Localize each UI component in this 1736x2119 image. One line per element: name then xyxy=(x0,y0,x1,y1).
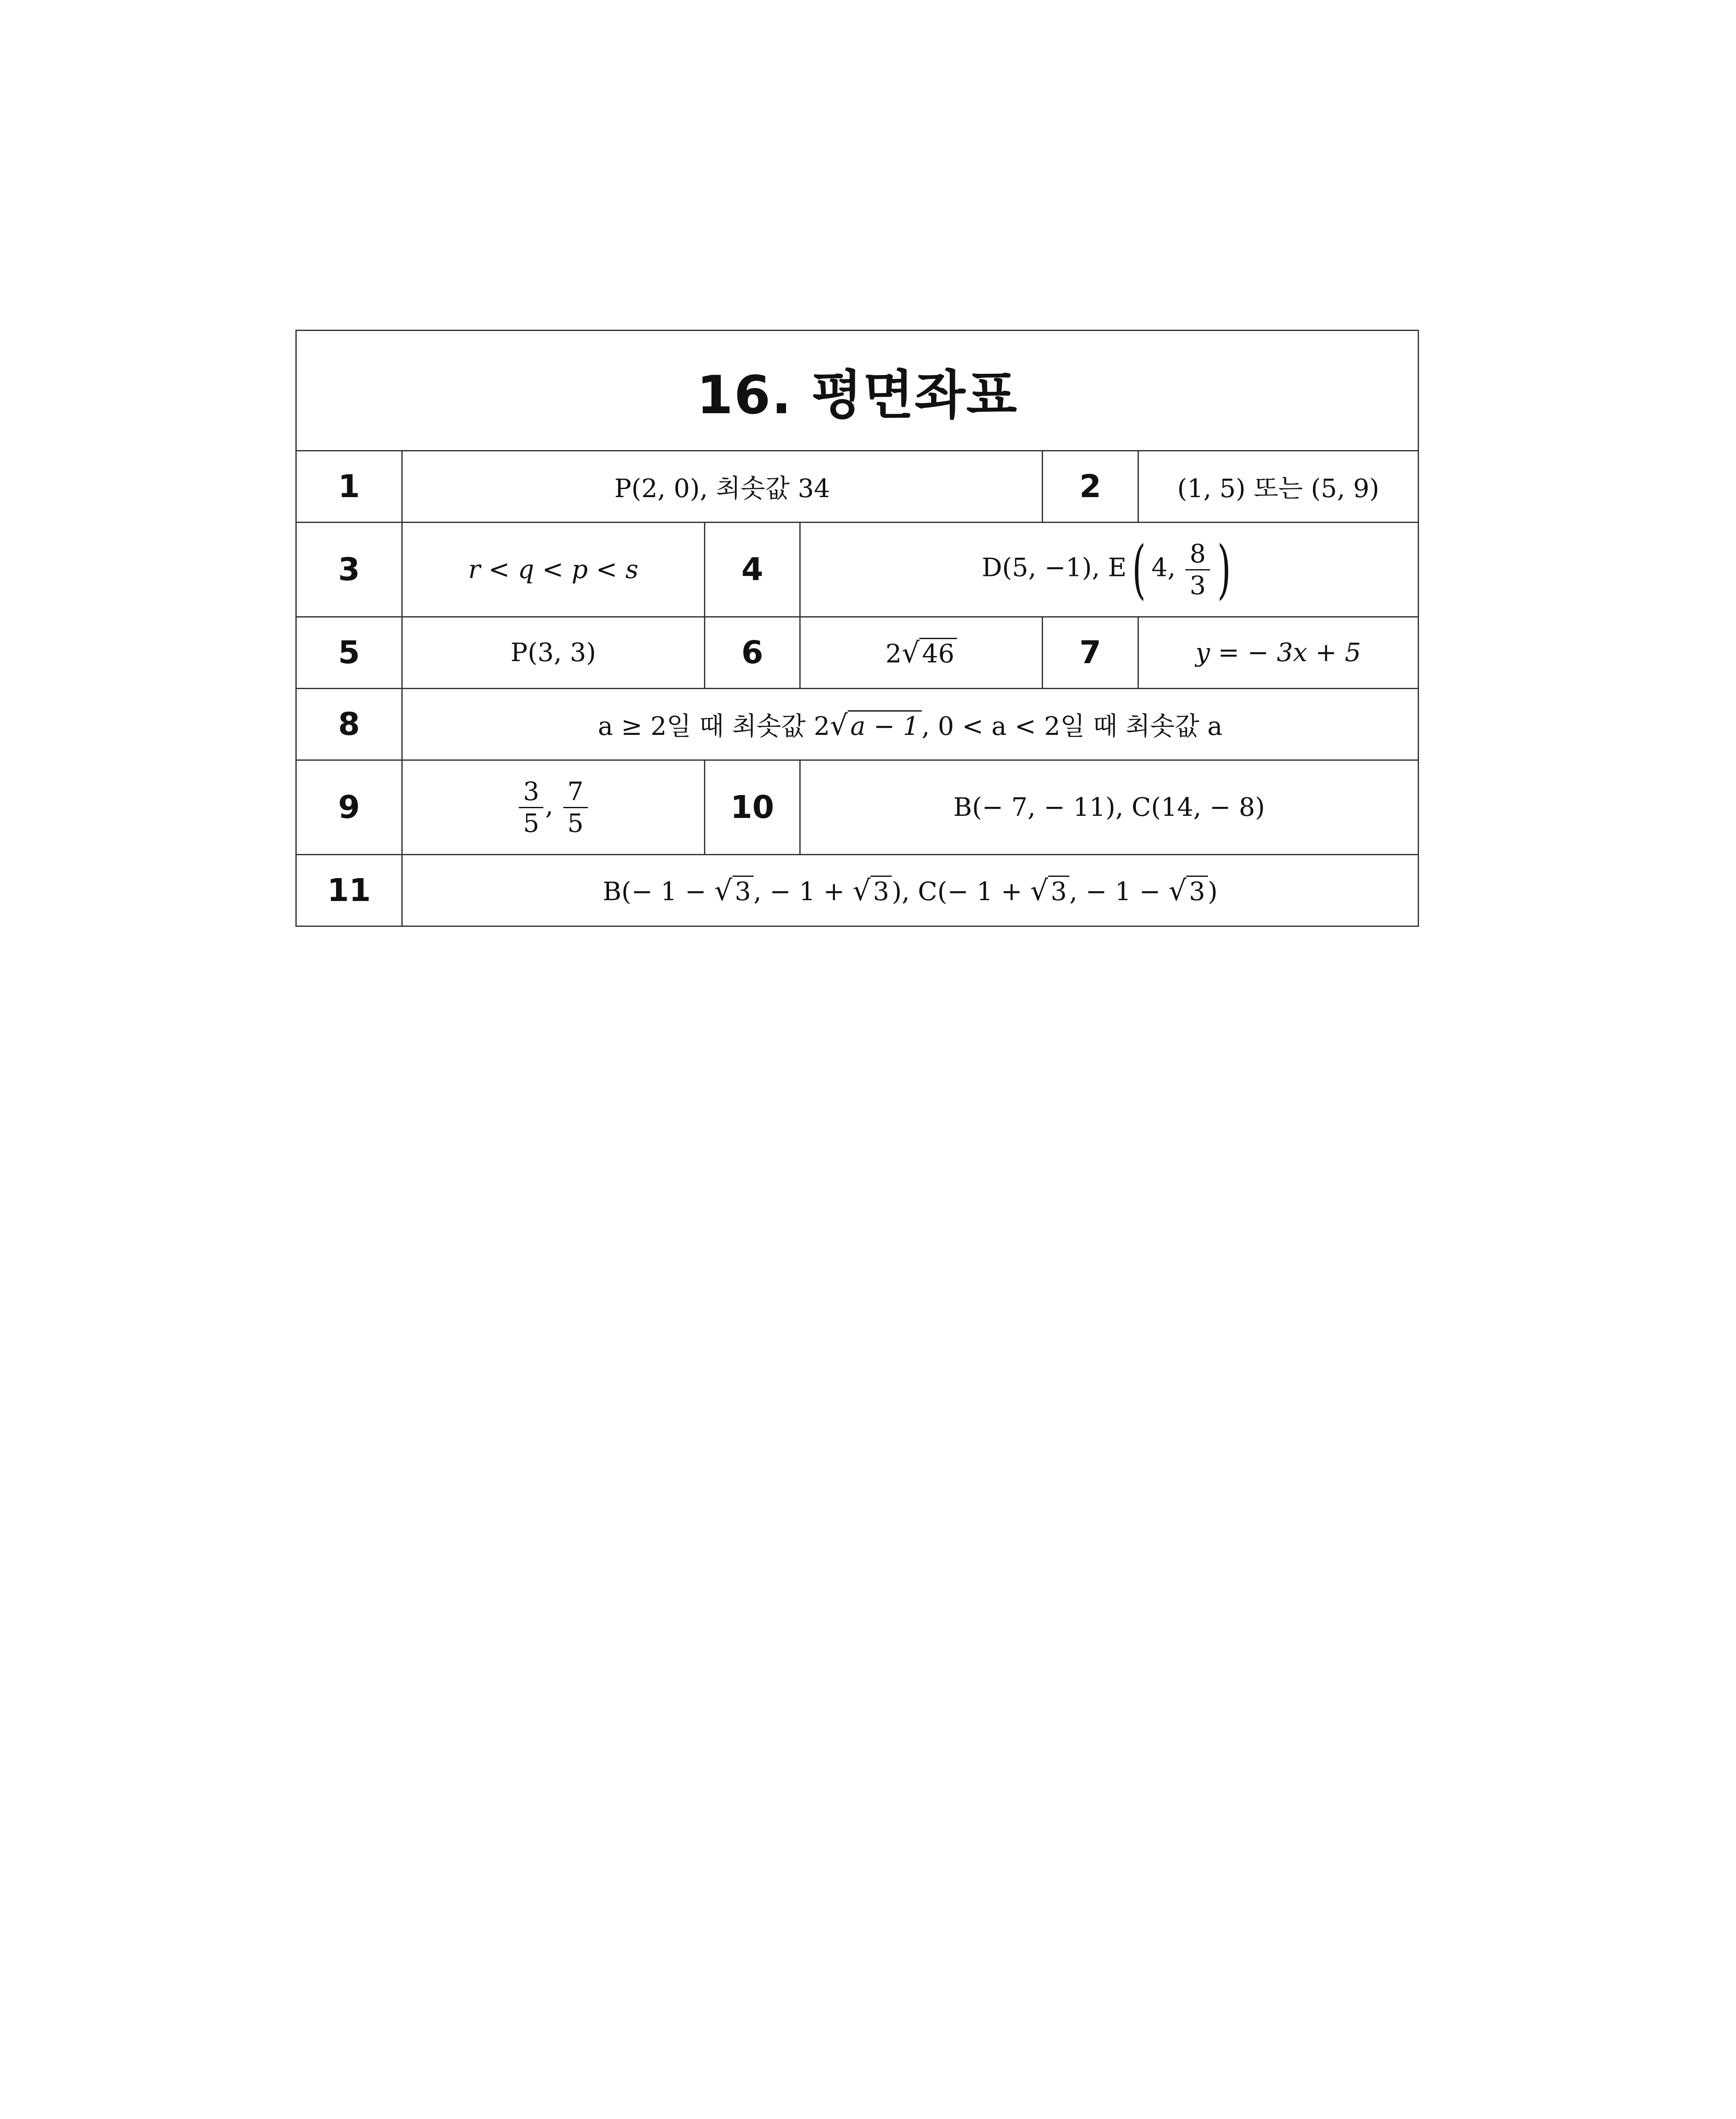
answer-number-6: 6 xyxy=(705,617,800,689)
answer-10: B(− 7, − 11), C(14, − 8) xyxy=(800,760,1419,855)
radicand: a − 1 xyxy=(848,710,921,741)
answer-11-part-3: ), C(− 1 + xyxy=(892,876,1022,907)
fraction-numerator: 8 xyxy=(1185,539,1210,570)
radical-sign: √ xyxy=(1168,874,1187,907)
answer-number-7: 7 xyxy=(1043,617,1138,689)
answer-9-fraction-2 xyxy=(563,776,588,839)
answer-table xyxy=(295,330,1419,927)
sqrt-expression xyxy=(901,636,957,669)
answer-number-8: 8 xyxy=(296,689,402,760)
table-row xyxy=(296,451,1419,523)
sqrt-expression xyxy=(1030,874,1069,907)
paren-close: ) xyxy=(1217,533,1231,606)
answer-11-part-1: B(− 1 − xyxy=(603,876,707,907)
answer-4 xyxy=(800,523,1419,617)
radicand: 3 xyxy=(1048,876,1069,907)
table-row xyxy=(296,855,1419,926)
answer-11 xyxy=(402,855,1419,926)
radicand: 46 xyxy=(919,638,957,669)
answer-8-part1: a ≥ 2일 때 최솟값 2 xyxy=(598,712,830,741)
answer-9 xyxy=(402,760,705,855)
fraction-numerator: 3 xyxy=(519,776,543,808)
radical-sign: √ xyxy=(901,636,920,669)
sqrt-expression xyxy=(714,874,754,907)
answer-number-9: 9 xyxy=(296,760,402,855)
answer-8-part2: , 0 < a < 2일 때 최솟값 a xyxy=(921,712,1223,741)
answer-4-fraction xyxy=(1185,539,1210,601)
answer-11-part-4: , − 1 − xyxy=(1069,876,1161,907)
title-row xyxy=(296,331,1419,451)
fraction-denominator: 5 xyxy=(567,808,584,838)
table-row xyxy=(296,523,1419,617)
answer-7: y = − 3x + 5 xyxy=(1138,617,1419,689)
answer-4-point-x: 4, xyxy=(1151,553,1176,583)
radical-sign: √ xyxy=(830,709,848,742)
answer-number-5: 5 xyxy=(296,617,402,689)
answer-9-fraction-1 xyxy=(519,776,543,839)
radicand: 3 xyxy=(1186,876,1207,907)
sqrt-expression xyxy=(852,874,892,907)
answer-number-10: 10 xyxy=(705,760,800,855)
radical-sign: √ xyxy=(852,874,871,907)
answer-11-part-5: ) xyxy=(1207,876,1218,907)
table-row xyxy=(296,617,1419,689)
paren-open: ( xyxy=(1132,533,1146,606)
answer-number-2: 2 xyxy=(1043,451,1138,523)
radical-sign: √ xyxy=(1030,874,1048,907)
sqrt-expression xyxy=(1168,874,1207,907)
answer-2: (1, 5) 또는 (5, 9) xyxy=(1138,451,1419,523)
radical-sign: √ xyxy=(714,874,732,907)
answer-4-prefix: D(5, −1), E xyxy=(982,553,1127,583)
answer-number-4: 4 xyxy=(705,523,800,617)
fraction-denominator: 3 xyxy=(1189,570,1206,601)
answer-6-coef: 2 xyxy=(885,639,902,669)
sqrt-expression xyxy=(830,709,921,742)
radicand: 3 xyxy=(732,876,754,907)
answer-3: r < q < p < s xyxy=(402,523,705,617)
fraction-denominator: 5 xyxy=(523,808,540,838)
answer-5: P(3, 3) xyxy=(402,617,705,689)
answer-6 xyxy=(800,617,1043,689)
answer-11-part-2: , − 1 + xyxy=(753,876,845,907)
radicand: 3 xyxy=(871,876,892,907)
answer-8 xyxy=(402,689,1419,760)
answer-1: P(2, 0), 최솟값 34 xyxy=(402,451,1043,523)
table-row xyxy=(296,689,1419,760)
title-cell xyxy=(296,331,1419,451)
answer-number-3: 3 xyxy=(296,523,402,617)
answer-number-1: 1 xyxy=(296,451,402,523)
answer-9-separator: , xyxy=(545,790,562,820)
page-title: 16. 평면좌표 xyxy=(696,364,1018,426)
answer-number-11: 11 xyxy=(296,855,402,926)
table-row xyxy=(296,760,1419,855)
fraction-numerator: 7 xyxy=(563,776,588,808)
